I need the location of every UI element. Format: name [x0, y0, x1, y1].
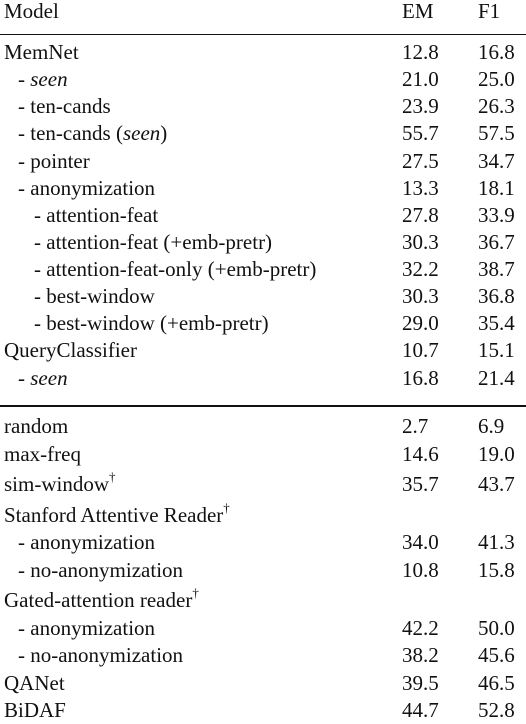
row-model: [4, 471, 116, 498]
table-row: [0, 642, 526, 669]
header-em: EM: [402, 0, 434, 23]
row-model: [18, 120, 167, 147]
row-em: 12.8: [402, 40, 439, 64]
row-f1: 34.7: [478, 149, 515, 173]
row-em: 55.7: [402, 121, 439, 145]
table-row: [0, 365, 526, 392]
table-row: [0, 670, 526, 697]
row-em: 30.3: [402, 284, 439, 308]
table-row: [0, 148, 526, 175]
row-em: 13.3: [402, 176, 439, 200]
row-model-prefix: -: [18, 67, 31, 91]
row-em: 39.5: [402, 671, 439, 695]
table-row: [0, 283, 526, 310]
row-model-text: sim-window: [4, 472, 109, 496]
table-row: [0, 39, 526, 66]
row-f1: 50.0: [478, 616, 515, 640]
table-row: [0, 413, 526, 440]
row-model: max-freq: [4, 442, 81, 466]
row-f1: 45.6: [478, 643, 515, 667]
row-model-suffix: ): [160, 121, 168, 145]
row-model: - pointer: [18, 149, 90, 173]
row-em: 10.7: [402, 338, 439, 362]
row-model-italic: seen: [30, 67, 68, 91]
dagger-mark: †: [109, 469, 116, 484]
row-f1: 35.4: [478, 311, 515, 335]
table-row: [0, 502, 526, 529]
row-f1: 18.1: [478, 176, 515, 200]
row-model-text: Gated-attention reader: [4, 588, 193, 612]
row-em: 14.6: [402, 442, 439, 466]
row-f1: 25.0: [478, 67, 515, 91]
row-model: [18, 66, 68, 93]
header-f1: F1: [478, 0, 501, 23]
table-row: [0, 229, 526, 256]
row-model: - anonymization: [18, 616, 156, 640]
table-row: [0, 120, 526, 147]
table-row: [0, 256, 526, 283]
row-f1: 43.7: [478, 472, 515, 496]
table-row: [0, 529, 526, 556]
row-model: - attention-feat: [34, 203, 159, 227]
row-model: - best-window: [34, 284, 155, 308]
row-em: 10.8: [402, 558, 439, 582]
row-f1: 16.8: [478, 40, 515, 64]
row-model-prefix: -: [18, 366, 31, 390]
table-header: [0, 0, 526, 25]
row-em: 23.9: [402, 94, 439, 118]
row-model: MemNet: [4, 40, 79, 64]
row-f1: 52.8: [478, 698, 515, 722]
table-row: [0, 557, 526, 584]
row-f1: 15.1: [478, 338, 515, 362]
row-f1: 21.4: [478, 366, 515, 390]
row-em: 38.2: [402, 643, 439, 667]
row-model-italic: seen: [122, 121, 161, 145]
row-model-prefix: - ten-cands (: [18, 121, 123, 145]
row-em: 44.7: [402, 698, 439, 722]
row-model: - attention-feat-only (+emb-pretr): [34, 257, 317, 281]
table-row: [0, 587, 526, 614]
row-model: - attention-feat (+emb-pretr): [34, 230, 273, 254]
row-model: random: [4, 414, 69, 438]
dagger-mark: †: [192, 585, 199, 600]
row-em: 16.8: [402, 366, 439, 390]
row-f1: 26.3: [478, 94, 515, 118]
row-em: 35.7: [402, 472, 439, 496]
header-rule: [0, 34, 526, 35]
table-row: [0, 337, 526, 364]
table-row: [0, 202, 526, 229]
row-model: - ten-cands: [18, 94, 111, 118]
row-model: [18, 365, 68, 392]
group-separator-rule: [0, 405, 526, 407]
row-model: BiDAF: [4, 698, 66, 722]
row-em: 32.2: [402, 257, 439, 281]
row-em: 27.8: [402, 203, 439, 227]
row-model: [4, 587, 199, 614]
row-model: - no-anonymization: [18, 558, 184, 582]
row-f1: 33.9: [478, 203, 515, 227]
row-model: - best-window (+emb-pretr): [34, 311, 269, 335]
row-f1: 6.9: [478, 414, 505, 438]
row-f1: 57.5: [478, 121, 515, 145]
row-model: - anonymization: [18, 176, 156, 200]
table-row: [0, 175, 526, 202]
row-model: QueryClassifier: [4, 338, 137, 362]
table-row: [0, 93, 526, 120]
row-f1: 36.7: [478, 230, 515, 254]
row-f1: 19.0: [478, 442, 515, 466]
row-f1: 46.5: [478, 671, 515, 695]
row-model: - anonymization: [18, 530, 156, 554]
table-row: [0, 310, 526, 337]
row-em: 21.0: [402, 67, 439, 91]
row-model: QANet: [4, 671, 65, 695]
row-f1: 41.3: [478, 530, 515, 554]
row-em: 2.7: [402, 414, 429, 438]
row-f1: 38.7: [478, 257, 515, 281]
table-row: [0, 66, 526, 93]
row-model: - no-anonymization: [18, 643, 184, 667]
row-em: 30.3: [402, 230, 439, 254]
row-f1: 36.8: [478, 284, 515, 308]
row-em: 34.0: [402, 530, 439, 554]
table-row: [0, 441, 526, 468]
row-model: [4, 502, 230, 529]
table-row: [0, 615, 526, 642]
dagger-mark: †: [223, 500, 230, 515]
row-model-italic: seen: [30, 366, 68, 390]
table-row: [0, 471, 526, 498]
row-em: 27.5: [402, 149, 439, 173]
row-f1: 15.8: [478, 558, 515, 582]
row-em: 29.0: [402, 311, 439, 335]
row-em: 42.2: [402, 616, 439, 640]
header-model: Model: [4, 0, 59, 23]
row-model-text: Stanford Attentive Reader: [4, 503, 224, 527]
